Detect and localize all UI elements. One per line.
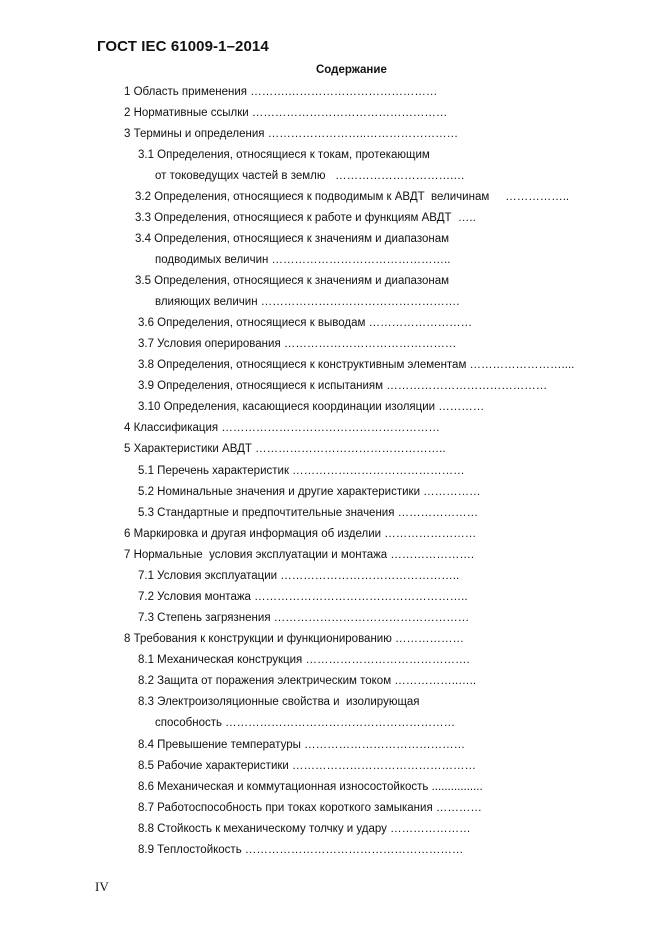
toc-entry: 5.3 Стандартные и предпочтительные значения ………………… (138, 507, 479, 519)
toc-entry: 8.8 Стойкость к механическому толчку и удару ………………… (138, 823, 471, 835)
toc-entry: 3.10 Определения, касающиеся координации изоляции ………… (138, 401, 485, 413)
toc-entry: 6 Маркировка и другая информация об изделии …………………… (124, 528, 477, 540)
document-header: ГОСТ IEC 61009-1–2014 (97, 38, 269, 55)
toc-entry: 3.4 Определения, относящиеся к значениям и диапазонам (135, 233, 450, 245)
toc-entry: от токоведущих частей в землю ………………………….… (155, 170, 465, 182)
toc-entry: 3.1 Определения, относящиеся к токам, протекающим (138, 149, 430, 161)
toc-entry: 7.2 Условия монтажа ……………………………………………….. (138, 591, 468, 603)
toc-entry: 3.2 Определения, относящиеся к подводимым к АВДТ величинам …………….. (135, 191, 570, 203)
toc-entry: 8.3 Электроизоляционные свойства и изолирующая (138, 696, 420, 708)
toc-entry: 5.2 Номинальные значения и другие характеристики …………… (138, 486, 481, 498)
toc-entry: влияющих величин ……………………………………………. (155, 296, 460, 308)
toc-entry: 3 Термины и определения ……………………..…………………… (124, 128, 459, 140)
toc-entry: способность …………………………………………………… (155, 717, 456, 729)
toc-entry: 8.5 Рабочие характеристики ………………………………………… (138, 760, 477, 772)
toc-entry: 5 Характеристики АВДТ ………………………………………….. (124, 443, 446, 455)
toc-entry: 8 Требования к конструкции и функционированию ……………… (124, 633, 465, 645)
toc-entry: 4 Классификация ………………………………………………… (124, 422, 440, 434)
toc-entry: 8.9 Теплостойкость ………………………………………………… (138, 844, 464, 856)
toc-entry: подводимых величин ……………………………………….. (155, 254, 451, 266)
toc-entry: 2 Нормативные ссылки …………………………………………… (124, 107, 448, 119)
toc-entry: 3.5 Определения, относящиеся к значениям и диапазонам (135, 275, 450, 287)
toc-entry: 7.1 Условия эксплуатации ……………………………………….. (138, 570, 460, 582)
toc-entry: 3.9 Определения, относящиеся к испытаниям …………………………………… (138, 380, 548, 392)
toc-entry: 3.3 Определения, относящиеся к работе и функциям АВДТ ….. (135, 212, 476, 224)
toc-entry: 3.8 Определения, относящиеся к конструктивным элементам …………………….... (138, 359, 575, 371)
toc-entry: 8.2 Защита от поражения электрическим током ……………..….. (138, 675, 477, 687)
toc-entry: 8.7 Работоспособность при токах короткого замыкания ………… (138, 802, 482, 814)
toc-entry: 8.6 Механическая и коммутационная износостойкость ................ (138, 781, 483, 793)
toc-entry: 7 Нормальные условия эксплуатации и монтажа …………………. (124, 549, 475, 561)
page-number: IV (95, 879, 109, 894)
toc-title: Содержание (316, 64, 387, 76)
toc-entry: 7.3 Степень загрязнения …………………………………………… (138, 612, 470, 624)
toc-entry: 8.4 Превышение температуры …………………………………… (138, 739, 466, 751)
toc-entry: 8.1 Механическая конструкция ……………………………………. (138, 654, 470, 666)
toc-entry: 3.6 Определения, относящиеся к выводам ……………………… (138, 317, 473, 329)
toc-entry: 1 Область применения ……….………………………………… (124, 86, 438, 98)
toc-entry: 5.1 Перечень характеристик ……………………………………… (138, 465, 465, 477)
toc-entry: 3.7 Условия оперирования ……………………………………… (138, 338, 457, 350)
